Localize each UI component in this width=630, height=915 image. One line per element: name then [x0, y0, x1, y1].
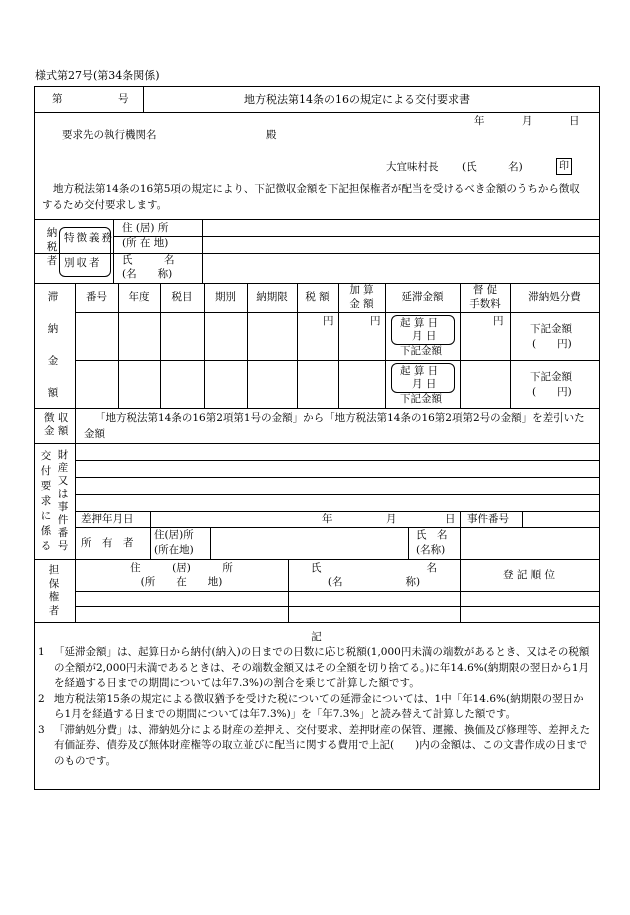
taxpayer-name-label: 氏 名 [122, 254, 175, 266]
yen-dunning: 円 [493, 315, 504, 327]
col-delay-amount: 延滞金額 [401, 291, 444, 303]
disposition-yen-2: ( 円) [532, 386, 572, 398]
issuer-name-label: (氏 名) [462, 161, 523, 173]
delinquent-side-label: 滞 納 金 額 [47, 291, 59, 399]
seizure-month: 月 [386, 513, 397, 525]
form-title: 地方税法第14条の16の規定による交付要求書 [244, 93, 470, 106]
registration-rank-label: 登 記 順 位 [502, 569, 555, 581]
disposition-yen-1: ( 円) [532, 338, 572, 350]
case-number-label: 事件番号 [467, 513, 509, 525]
reckon-date-label-2: 起 算 日 [400, 365, 439, 377]
taxpayer-bracket-line2: 別収者 [64, 257, 102, 269]
issuer-title: 大宜味村長 [386, 161, 439, 173]
intro-text: 地方税法第14条の16第5項の規定により、下記徴収金額を下記担保権者が配当を受けるべき金額のうちから徴収するため交付要求します。 [42, 183, 580, 211]
col-dunning-label1: 督 促 [472, 284, 498, 296]
disposition-lower-amount-1: 下記金額 [530, 323, 572, 335]
seizure-day: 日 [445, 513, 456, 525]
reckon-lower-amount-2: 下記金額 [400, 393, 442, 405]
note-item: 2 地方税法第15条の規定による徴収猶予を受けた税についての延滞金については、1中「年14.6%(納期限の翌日から1月を経過する日までの期間については年7.3%)」を「年7.3%」と読み替えて計算した額です。 [38, 692, 584, 720]
col-tax-amount: 税 額 [305, 291, 330, 303]
notes-list [38, 645, 594, 769]
header-dai: 第 [52, 93, 63, 105]
taxpayer-bracket-line1: 特徴義務 [64, 232, 114, 244]
collection-text: 「地方税法第14条の16第2項第1号の金額」から「地方税法第14条の16第2項第2号の金額」を差引いた金額 [84, 412, 585, 440]
reckon-lower-amount-1: 下記金額 [400, 345, 442, 357]
col-disposition-cost: 滞納処分費 [528, 291, 581, 303]
property-side-label: 交 付 要 求 に 係 る [40, 450, 52, 552]
owner-name-sub: (名称) [416, 544, 446, 556]
note-item: 1 「延滞金額」は、起算日から納付(納入)の日までの日数に応じ税額(1,000円未満の端数があるとき、又はその税額の全額が2,000円未満であるときは、その端数金額又はその全額を切り捨てる。)に年14.6%(納期限の翌日から1月を経過する日までの期間については年7.3%)の割合を乗じて計算した額です。 [38, 646, 590, 689]
header-go: 号 [118, 93, 129, 105]
col-tax-item: 税目 [171, 291, 193, 303]
recipient-honorific: 殿 [266, 129, 277, 141]
col-period: 期別 [215, 291, 236, 303]
reckon-md-label-1: 月 日 [412, 330, 437, 342]
taxpayer-address-sub: (所 在 地) [122, 237, 169, 249]
secured-address-label: 住 (居) 所 [130, 562, 233, 574]
yen-tax: 円 [323, 315, 334, 327]
recipient-label: 要求先の執行機関名 [62, 129, 157, 141]
secured-name-sub: (名 称) [327, 576, 421, 588]
collection-side-label: 徴 収 金 額 [44, 412, 69, 437]
secured-name-label: 氏 名 [311, 562, 437, 574]
property-side-label-2: 財 産 又 は 事 件 番 号 [57, 449, 69, 552]
col-number: 番号 [86, 291, 107, 303]
taxpayer-address-label: 住 (居) 所 [122, 222, 169, 234]
date-month: 月 [522, 115, 533, 127]
taxpayer-name-sub: (名 称) [122, 268, 173, 280]
form-code: 様式第27号(第34条関係) [35, 69, 160, 82]
seizure-year: 年 [322, 513, 333, 525]
secured-address-sub: (所 在 地) [140, 576, 223, 588]
secured-side-label: 担 保 権 者 [48, 564, 60, 617]
owner-address-label: 住(居)所 [154, 529, 194, 541]
taxpayer-side-label: 納 税 者 [46, 227, 58, 267]
owner-address-sub: (所在地) [154, 544, 194, 556]
seizure-date-label: 差押年月日 [81, 513, 134, 525]
reckon-md-label-2: 月 日 [412, 378, 437, 390]
notes-heading: 記 [311, 631, 322, 643]
note-item: 3 「滞納処分費」は、滞納処分による財産の差押え、交付要求、差押財産の保管、運搬、換価及び修理等、差押えた有価証券、債券及び無体財産権等の取立並びに配当に関する費用で上記( )内の金額は、この文書作成の日までのものです。 [38, 723, 591, 767]
date-year: 年 [474, 115, 485, 127]
col-year: 年度 [128, 291, 150, 303]
col-dunning-label2: 手数料 [469, 298, 501, 310]
disposition-lower-amount-2: 下記金額 [530, 371, 572, 383]
date-day: 日 [569, 115, 580, 127]
yen-additional: 円 [370, 315, 381, 327]
owner-label: 所 有 者 [81, 537, 134, 549]
col-due-date: 納期限 [256, 291, 288, 303]
reckon-date-label-1: 起 算 日 [400, 317, 439, 329]
col-additional-label2: 金 額 [349, 298, 374, 310]
seal-mark: 印 [556, 158, 572, 175]
col-additional-label1: 加 算 [349, 284, 374, 296]
owner-name-label: 氏 名 [416, 529, 448, 541]
